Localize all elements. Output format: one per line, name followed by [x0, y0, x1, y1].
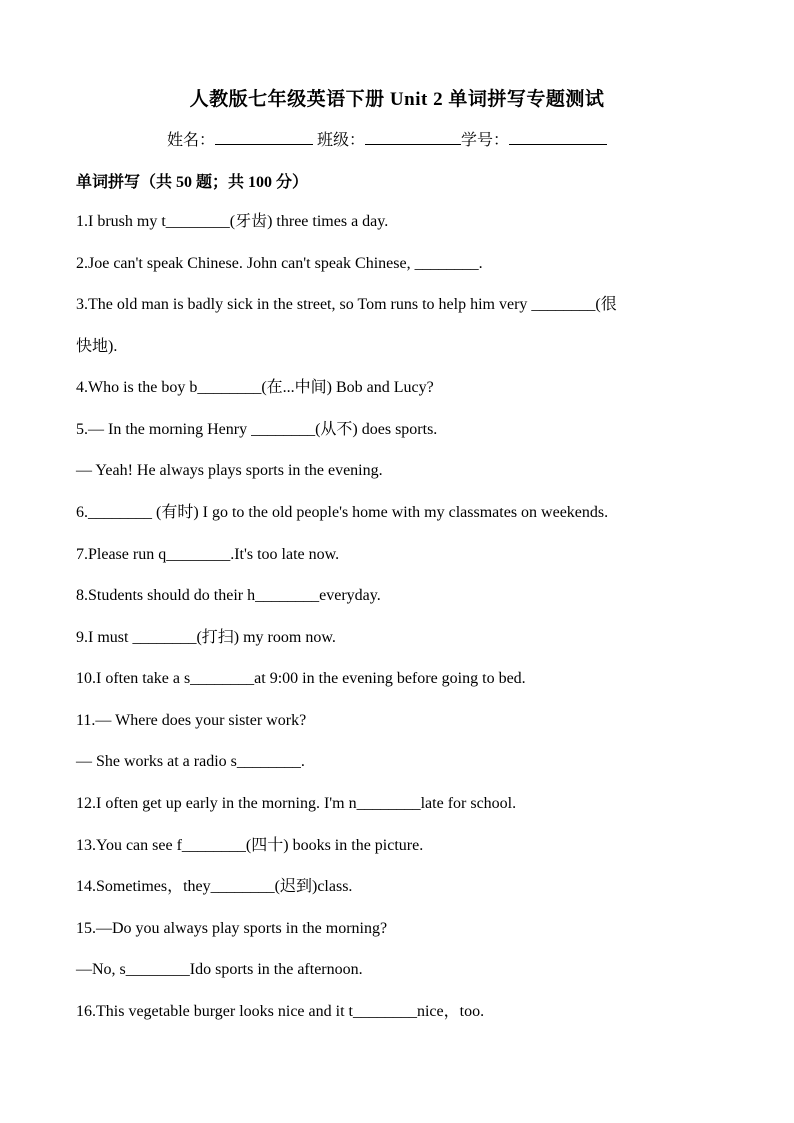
question-line: 13.You can see f________(四十) books in the picture. — [76, 837, 424, 854]
question-line: — Yeah! He always plays sports in the evening. — [76, 462, 383, 479]
question-line: — She works at a radio s________. — [76, 753, 305, 770]
name-blank — [215, 130, 313, 145]
question-line: 14.Sometimes，they________(迟到)class. — [76, 878, 353, 895]
student-info-row — [167, 127, 607, 150]
question-line: —No, s________Ido sports in the afternoon. — [76, 961, 363, 978]
name-label: 姓名： — [167, 132, 216, 149]
class-label: 班级： — [317, 132, 366, 149]
question-line: 16.This vegetable burger looks nice and it t________nice，too. — [76, 1003, 485, 1020]
question-line: 10.I often take a s________at 9:00 in the evening before going to bed. — [76, 670, 526, 687]
question-line: 快地). — [76, 338, 118, 355]
question-line: 4.Who is the boy b________(在...中间) Bob and Lucy? — [76, 379, 434, 396]
question-line: 15.—Do you always play sports in the morning? — [76, 920, 388, 937]
id-label: 学号： — [461, 132, 510, 149]
question-line: 7.Please run q________.It's too late now. — [76, 546, 340, 563]
question-line: 8.Students should do their h________everyday. — [76, 587, 381, 604]
question-line: 3.The old man is badly sick in the street, so Tom runs to help him very ________(很 — [76, 296, 617, 313]
page-title: 人教版七年级英语下册 Unit 2 单词拼写专题测试 — [189, 89, 605, 110]
section-heading: 单词拼写（共 50 题；共 100 分） — [76, 174, 309, 191]
question-line: 2.Joe can't speak Chinese. John can't speak Chinese, ________. — [76, 255, 483, 272]
question-line: 6.________ (有时) I go to the old people's home with my classmates on weekends. — [76, 504, 609, 521]
question-line: 5.— In the morning Henry ________(从不) does sports. — [76, 421, 438, 438]
class-blank — [365, 130, 461, 145]
question-line: 12.I often get up early in the morning. I'm n________late for school. — [76, 795, 517, 812]
question-line: 9.I must ________(打扫) my room now. — [76, 629, 336, 646]
question-line: 1.I brush my t________(牙齿) three times a day. — [76, 213, 389, 230]
id-blank — [509, 130, 607, 145]
question-line: 11.— Where does your sister work? — [76, 712, 307, 729]
